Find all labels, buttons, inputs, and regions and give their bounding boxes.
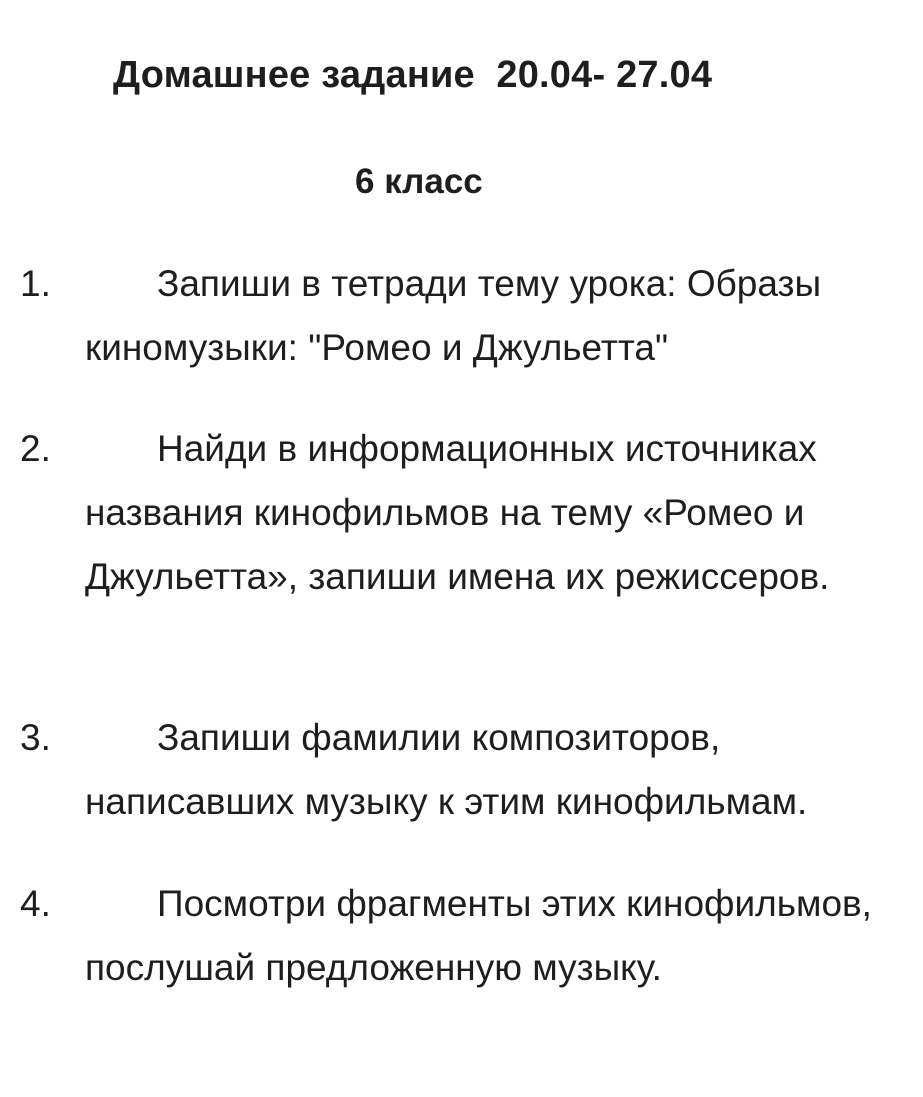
task-number: 4. bbox=[20, 883, 51, 924]
task-text: Запиши фамилии композиторов, написавших музыку к этим кинофильмам. bbox=[85, 717, 808, 822]
task-number: 2. bbox=[20, 428, 51, 469]
task-number: 1. bbox=[20, 263, 51, 304]
task-text: Найди в информационных источниках названия кинофильмов на тему «Ромео и Джульетта», запиши имена их режиссеров. bbox=[85, 428, 830, 597]
task-number: 3. bbox=[20, 717, 51, 758]
page-title: Домашнее задание 20.04- 27.04 bbox=[113, 54, 713, 96]
task-text: Посмотри фрагменты этих кинофильмов, послушай предложенную музыку. bbox=[85, 883, 872, 988]
class-subtitle: 6 класс bbox=[355, 162, 483, 201]
task-text: Запиши в тетради тему урока: Образы киномузыки: "Ромео и Джульетта" bbox=[85, 263, 822, 368]
